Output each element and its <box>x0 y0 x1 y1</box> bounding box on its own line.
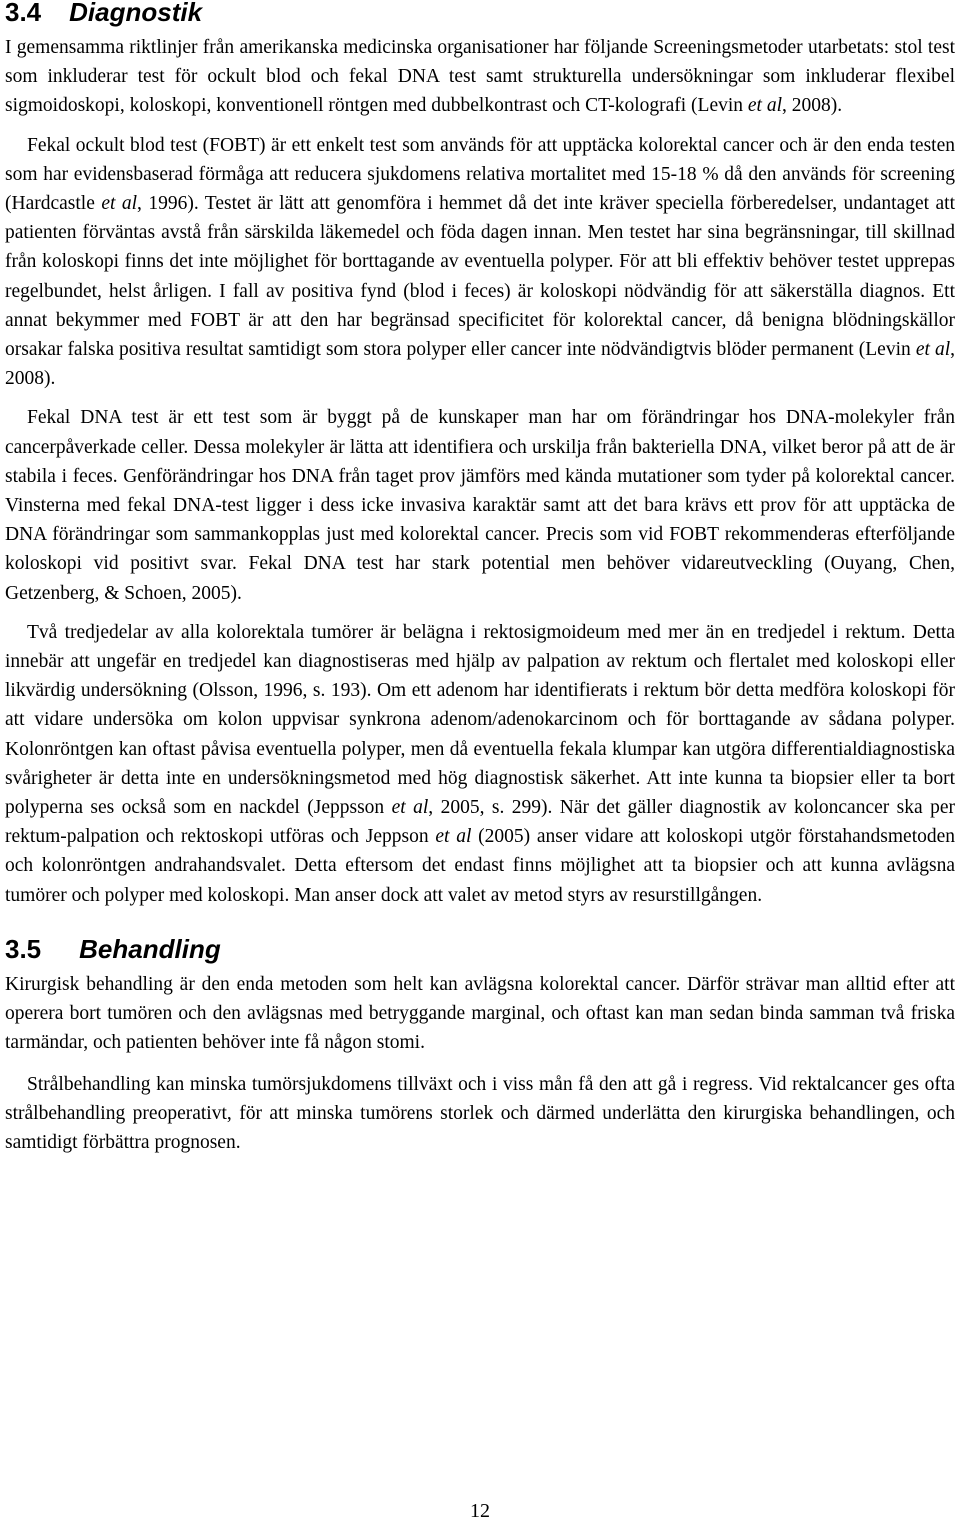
section-title: Behandling <box>79 933 221 964</box>
section-heading-diagnostik <box>5 0 955 27</box>
page-number: 12 <box>470 1500 490 1522</box>
document-page <box>5 0 955 1157</box>
paragraph-fecal-dna: Fekal DNA test är ett test som är byggt på de kunskaper man har om förändringar hos DNA-molekyler från cancerpåverkade celler. Dessa molekyler är lätta att identifiera och urskilja från bakteriella DNA, vilket beror på att de är stabila i feces. Genförändringar hos DNA från taget prov jämförs med kända mutationer som tyder på kolorektal cancer. Vinsterna med fekal DNA-test ligger i dess icke invasiva karaktär samt att det bara krävs ett prov för att upptäcka de DNA förändringar som sammankopplas just med kolorektal cancer. Precis som vid FOBT rekommenderas efterföljande koloskopi vid positivt svar. Fekal DNA test har stark potential men behöver vidareutveckling (Ouyang, Chen, Getzenberg, & Schoen, 2005). <box>5 407 955 604</box>
paragraph-surgery: Kirurgisk behandling är den enda metoden som helt kan avlägsna kolorektal cancer. Därför strävar man alltid efter att operera bort tumören och den avlägsnas med betryggande marginal, och oftast kan man sedan binda samman två friska tarmändar, och patienten behöver inte få någon stomi. <box>5 973 955 1054</box>
section-title: Diagnostik <box>69 0 203 27</box>
paragraph-radiation: Strålbehandling kan minska tumörsjukdomens tillväxt och i viss mån få den att gå i regress. Vid rektalcancer ges ofta strålbehandling preoperativt, för att minska tumörens storlek och därmed underlätta den kirurgiska behandlingen, och samtidigt förbättra prognosen. <box>5 1073 955 1153</box>
paragraph-rectosigmoid: Två tredjedelar av alla kolorektala tumörer är belägna i rektosigmoideum med mer än en tredjedel i rektum. Detta innebär att ungefär en tredjedel kan diagnostiseras med hjälp av palpation av rektum och flertalet med koloskopi eller likvärdig undersökning (Olsson, 1996, s. 193). Om ett adenom har identifierats i rektum bör detta medföra koloskopi för att vidare undersöka om kolon uppvisar synkrona adenom/adenokarcinom och för borttagande av sådana polyper. Kolonröntgen kan oftast påvisa eventuella polyper, men då eventuella fekala klumpar kan utgöra differentialdiagnostiska svårigheter är detta inte en undersökningsmetod med hög diagnostisk säkerhet. Att inte kunna ta biopsier eller ta bort polyperna ses också som en nackdel (Jeppsson et al, 2005, s. 299). När det gäller diagnostik av koloncancer ska per rektum-palpation och rektoskopi utföras och Jeppson et al (2005) anser vidare att koloskopi utgör förstahandsmetoden och kolonröntgen andrahandsvalet. Detta eftersom det endast finns möjlighet att ta biopsier och att kunna avlägsna tumörer och polyper med koloskopi. Man anser dock att valet av metod styrs av resurstillgången. <box>5 621 956 906</box>
section-number: 3.4 <box>5 0 42 27</box>
paragraph-screening-methods: I gemensamma riktlinjer från amerikanska medicinska organisationer har följande Screeningsmetoder utarbetats: stol test som inkluderar test för ockult blod och fekal DNA test samt strukturella undersökningar som inkluderar flexibel sigmoidoskopi, koloskopi, konventionell röntgen med dubbelkontrast och CT-kolografi (Levin et al, 2008). <box>5 37 955 117</box>
section-heading-behandling <box>5 934 955 964</box>
section-number: 3.5 <box>5 933 42 964</box>
paragraph-fobt: Fekal ockult blod test (FOBT) är ett enkelt test som används för att upptäcka kolorektal cancer och är den enda testen som har evidensbaserad förmåga att reducera sjukdomens relativa mortalitet med 15-18 % då den används för screening (Hardcastle et al, 1996). Testet är lätt att genomföra i hemmet då det inte kräver speciella förberedelser, undantaget att patienten förväntas avstå från särskilda läkemedel och föda dagen innan. Men testet har sina begränsningar, till skillnad från koloskopi finns det inte möjlighet för borttagande av eventuella polyper. För att bli effektiv behöver testet upprepas regelbundet, helst årligen. I fall av positiva fynd (blod i feces) är koloskopi nödvändig för att säkerställa diagnos. Ett annat bekymmer med FOBT är att den har begränsad specificitet för kolorektal cancer, då benigna blödningskällor orsakar falska positiva resultat samtidigt som stora polyper eller cancer inte nödvändigtvis blöder permanent (Levin et al, 2008). <box>5 134 955 390</box>
